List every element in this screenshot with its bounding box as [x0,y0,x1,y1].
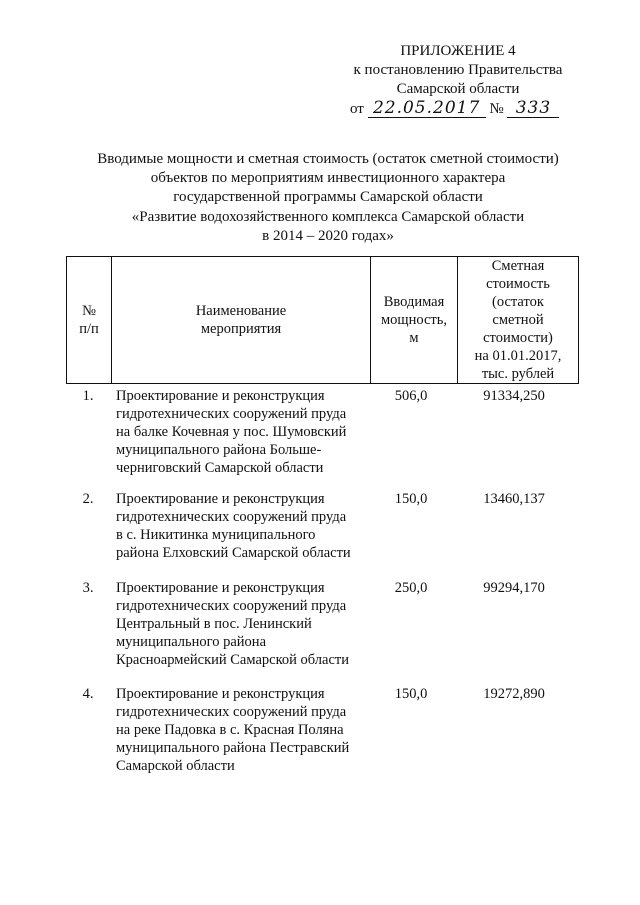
appendix-line-2: Самарской области [396,81,520,97]
row-number: 1. [82,388,94,404]
title-line-5: в 2014 – 2020 годах» [262,227,394,244]
row-capacity: 150,0 [394,686,428,702]
title-line-4: «Развитие водохозяйственного комплекса Самарской области [131,208,525,225]
row-name: Проектирование и реконструкция гидротехнических сооружений пруда на балке Кочевная у пос. Шумовский муниципального района Больше- черниговский Самарской области [116,388,347,476]
number-sign: № [489,101,504,117]
row-name: Проектирование и реконструкция гидротехнических сооружений пруда на реке Падовка в с. Красная Поляна муниципального района Пестравский Самарской области [116,686,350,774]
appendix-title: ПРИЛОЖЕНИЕ 4 [400,43,516,59]
row-number: 4. [82,686,94,702]
row-cost: 91334,250 [483,388,545,404]
row-name: Проектирование и реконструкция гидротехнических сооружений пруда в с. Никитинка муниципального района Елховский Самарской области [116,491,351,561]
row-number: 2. [82,491,94,507]
header-cost: Сметная стоимость (остаток сметной стоимости) на 01.01.2017, тыс. рублей [458,257,579,384]
row-cost: 19272,890 [483,686,545,702]
title-line-2: объектов по мероприятиям инвестиционного характера [150,170,506,187]
handwritten-date: 22.05.2017 [368,100,486,118]
row-capacity: 506,0 [394,388,428,404]
table-header [66,256,579,384]
header-name: Наименование мероприятия [112,257,371,384]
appendix-line-1: к постановлению Правительства [353,62,563,78]
date-prefix: от [350,101,364,117]
handwritten-number: 333 [507,100,559,118]
row-name: Проектирование и реконструкция гидротехнических сооружений пруда Центральный в пос. Ленинский муниципального района Красноармейский Самарской области [116,580,349,668]
header-capacity: Вводимая мощность, м [371,257,458,384]
appendix-header [340,42,576,99]
row-cost: 13460,137 [483,491,545,507]
row-capacity: 150,0 [394,491,428,507]
row-cost: 99294,170 [483,580,545,596]
title-line-3: государственной программы Самарской области [173,189,483,206]
document-title [60,150,596,246]
row-capacity: 250,0 [394,580,428,596]
resolution-date-line [350,100,559,118]
title-line-1: Вводимые мощности и сметная стоимость (остаток сметной стоимости) [97,151,559,167]
row-number: 3. [82,580,94,596]
header-no: № п/п [67,257,112,384]
